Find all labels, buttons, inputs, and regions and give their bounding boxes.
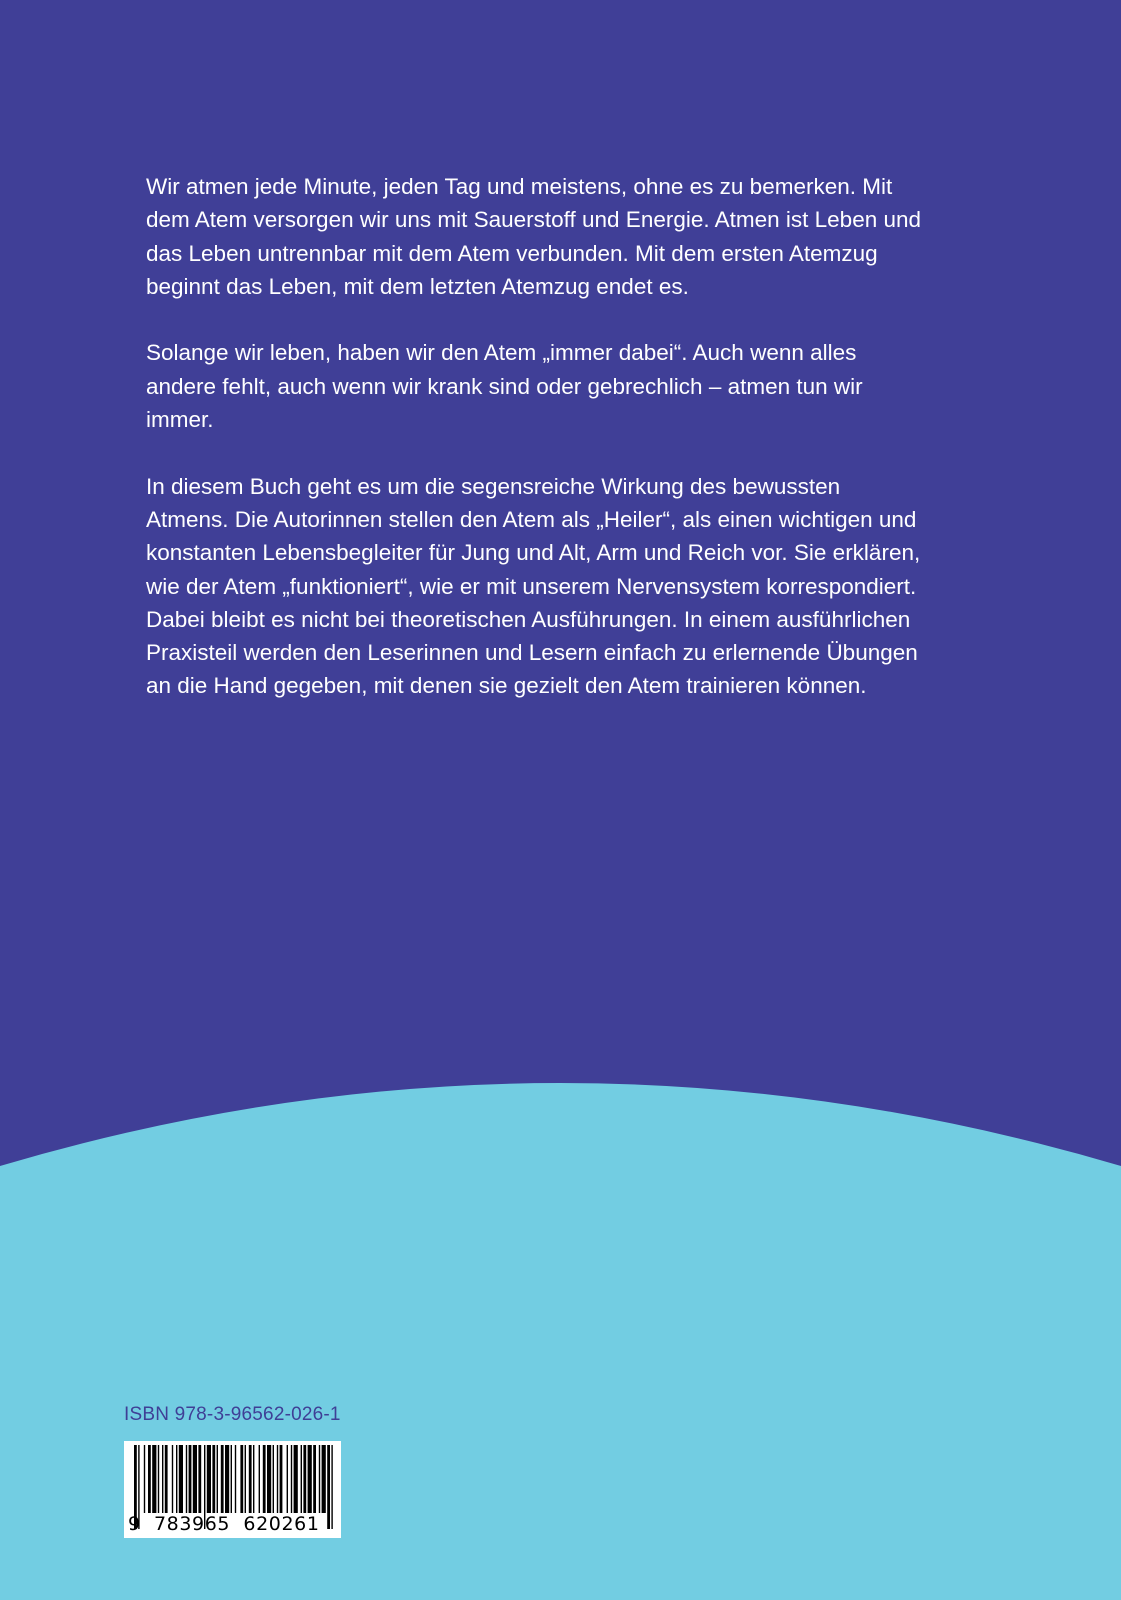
barcode-bar xyxy=(148,1445,151,1513)
barcode-bar xyxy=(245,1445,246,1513)
barcode-bar xyxy=(179,1445,183,1513)
back-cover-blurb xyxy=(146,170,926,736)
barcode-bar xyxy=(162,1445,163,1513)
barcode-digits: 9 783965 620261 xyxy=(128,1513,320,1535)
barcode-bar xyxy=(280,1445,283,1513)
barcode-bar xyxy=(212,1445,215,1513)
barcode-bar xyxy=(273,1445,274,1513)
isbn-label: ISBN 978-3-96562-026-1 xyxy=(124,1404,341,1425)
barcode-bar xyxy=(193,1445,197,1513)
barcode-bar xyxy=(158,1445,159,1513)
barcode-bar xyxy=(240,1445,243,1513)
barcode-bar xyxy=(287,1445,288,1513)
barcode-bar xyxy=(301,1445,302,1513)
blurb-paragraph-3: In diesem Buch geht es um die segensreiche Wirkung des bewussten Atmens. Die Autorinnen stellen den Atem als „Heiler“, als einen wichtigen und konstanten Lebensbegleiter für Jung und Alt, Arm und Reich vor. Sie erklären, wie der Atem „funktioniert“, wie er mit unserem Nervensystem korrespondiert. Dabei bleibt es nicht bei theoretischen Ausführungen. In einem ausführlichen Praxisteil werden den Leserinnen und Lesern einfach zu erlernende Übungen an die Hand gegeben, mit denen sie gezielt den Atem trainieren können. xyxy=(146,473,921,699)
barcode-bar xyxy=(277,1445,278,1513)
barcode-bar xyxy=(263,1445,266,1513)
barcode-bar xyxy=(217,1445,218,1513)
barcode-bar xyxy=(303,1445,306,1513)
barcode xyxy=(124,1441,341,1538)
barcode-bar xyxy=(249,1445,252,1513)
blurb-paragraph-1: Wir atmen jede Minute, jeden Tag und meistens, ohne es zu bemerken. Mit dem Atem versorgen wir uns mit Sauerstoff und Energie. Atmen ist Leben und das Leben untrennbar mit dem Atem verbunden. Mit dem ersten Atemzug beginnt das Leben, mit dem letzten Atemzug endet es. xyxy=(146,174,922,299)
barcode-bar xyxy=(231,1445,232,1513)
barcode-bar xyxy=(291,1445,292,1513)
barcode-bar xyxy=(165,1445,168,1513)
blurb-paragraph-2: Solange wir leben, haben wir den Atem „immer dabei“. Auch wenn alles andere fehlt, auch wenn wir krank sind oder gebrechlich – atmen tun wir immer. xyxy=(146,340,863,433)
barcode-bar xyxy=(327,1445,330,1529)
barcode-bar xyxy=(207,1445,211,1513)
barcode-bar xyxy=(313,1445,316,1513)
barcode-bar xyxy=(198,1445,201,1513)
barcode-bar xyxy=(186,1445,187,1513)
barcode-bar xyxy=(259,1445,260,1513)
barcode-bar xyxy=(253,1445,254,1513)
barcode-bar xyxy=(267,1445,271,1513)
barcode-bar xyxy=(176,1445,177,1513)
barcode-bar xyxy=(172,1445,173,1513)
barcode-bar xyxy=(331,1445,332,1529)
barcode-bar xyxy=(221,1445,224,1513)
barcode-bar xyxy=(235,1445,236,1513)
barcode-bar xyxy=(308,1445,312,1513)
barcode-bar xyxy=(294,1445,298,1513)
barcode-bar xyxy=(322,1445,326,1513)
barcode-bar xyxy=(152,1445,156,1513)
barcode-bar xyxy=(319,1445,320,1513)
barcode-bar xyxy=(225,1445,229,1513)
barcode-bar xyxy=(189,1445,192,1513)
barcode-bar xyxy=(144,1445,145,1513)
